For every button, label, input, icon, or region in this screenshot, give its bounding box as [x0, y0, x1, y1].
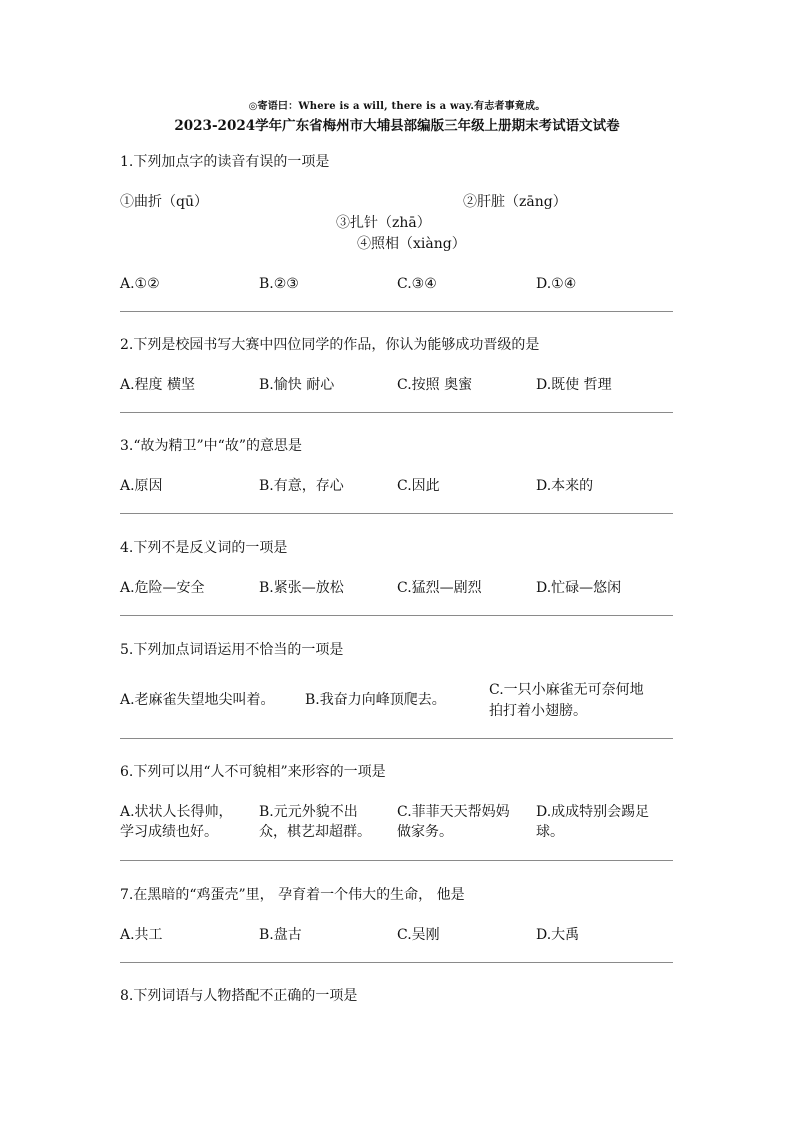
option-a-line-2[interactable]: 学习成绩也好。 [120, 824, 218, 840]
option-c-line-1[interactable]: C.一只小麻雀无可奈何地 [489, 682, 644, 698]
question-8 [120, 986, 673, 1006]
divider [120, 412, 673, 413]
pinyin-item-3: ③扎针（zhā） [336, 215, 431, 231]
option-b[interactable]: B.盘古 [259, 927, 302, 943]
question-3 [120, 436, 673, 456]
option-c-line-1[interactable]: C.菲菲天天帮妈妈 [397, 804, 510, 820]
question-4-options [120, 578, 673, 598]
option-b-line-2[interactable]: 众，棋艺却超群。 [259, 824, 371, 840]
option-c[interactable]: C.吴刚 [397, 927, 440, 943]
question-stem: 3.“故为精卫”中“故”的意思是 [120, 438, 302, 454]
question-stem: 5.下列加点词语运用不恰当的一项是 [120, 642, 344, 658]
question-6 [120, 762, 673, 782]
question-stem: 7.在黑暗的“鸡蛋壳”里， 孕育着一个伟大的生命， 他是 [120, 887, 465, 903]
pinyin-item-1: ①曲折（qū） [120, 194, 208, 210]
option-a-line-1[interactable]: A.状状人长得帅， [120, 804, 233, 820]
option-c[interactable]: C.按照 奥蜜 [397, 377, 473, 393]
question-4 [120, 538, 673, 558]
option-c-line-2[interactable]: 拍打着小翅膀。 [489, 703, 587, 719]
option-d[interactable]: D.①④ [536, 276, 577, 292]
option-c[interactable]: C.猛烈—剧烈 [397, 580, 482, 596]
option-a[interactable]: A.共工 [120, 927, 163, 943]
motto: ◎寄语曰：Where is a will, there is a way.有志者事竟成。 [248, 101, 546, 112]
question-7 [120, 885, 673, 905]
option-d[interactable]: D.大禹 [536, 927, 580, 943]
question-2-options [120, 375, 673, 395]
option-b[interactable]: B.②③ [259, 276, 299, 292]
divider [120, 860, 673, 861]
question-2 [120, 335, 673, 355]
option-c-line-2[interactable]: 做家务。 [397, 824, 453, 840]
question-3-options [120, 476, 673, 496]
divider [120, 962, 673, 963]
divider [120, 738, 673, 739]
option-d[interactable]: D.忙碌—悠闲 [536, 580, 622, 596]
question-stem: 8.下列词语与人物搭配不正确的一项是 [120, 988, 358, 1004]
option-a[interactable]: A.原因 [120, 478, 163, 494]
option-d-line-1[interactable]: D.成成特别会踢足 [536, 804, 650, 820]
option-b-line-1[interactable]: B.元元外貌不出 [259, 804, 358, 820]
option-b[interactable]: B.愉快 耐心 [259, 377, 335, 393]
divider [120, 615, 673, 616]
question-1 [120, 152, 673, 172]
option-c[interactable]: C.因此 [397, 478, 440, 494]
pinyin-item-4: ④照相（xiàng） [357, 236, 466, 252]
option-d[interactable]: D.既使 哲理 [536, 377, 612, 393]
question-1-options [120, 274, 673, 294]
divider [120, 311, 673, 312]
question-7-options [120, 925, 673, 945]
option-b[interactable]: B.紧张—放松 [259, 580, 344, 596]
divider [120, 513, 673, 514]
question-stem: 4.下列不是反义词的一项是 [120, 540, 288, 556]
option-a[interactable]: A.程度 横坚 [120, 377, 196, 393]
option-b[interactable]: B.我奋力向峰顶爬去。 [305, 692, 446, 708]
question-stem: 2.下列是校园书写大赛中四位同学的作品，你认为能够成功晋级的是 [120, 337, 540, 353]
exam-title: 2023-2024学年广东省梅州市大埔县部编版三年级上册期末考试语文试卷 [174, 118, 620, 134]
option-c[interactable]: C.③④ [397, 276, 437, 292]
question-5 [120, 640, 673, 660]
option-d-line-2[interactable]: 球。 [536, 824, 564, 840]
pinyin-item-2: ②肝脏（zāng） [463, 194, 567, 210]
question-stem: 1.下列加点字的读音有误的一项是 [120, 154, 330, 170]
option-a[interactable]: A.①② [120, 276, 160, 292]
option-a[interactable]: A.老麻雀失望地尖叫着。 [120, 692, 275, 708]
option-d[interactable]: D.本来的 [536, 478, 594, 494]
option-a[interactable]: A.危险—安全 [120, 580, 205, 596]
question-stem: 6.下列可以用“人不可貌相”来形容的一项是 [120, 764, 386, 780]
option-b[interactable]: B.有意，存心 [259, 478, 344, 494]
